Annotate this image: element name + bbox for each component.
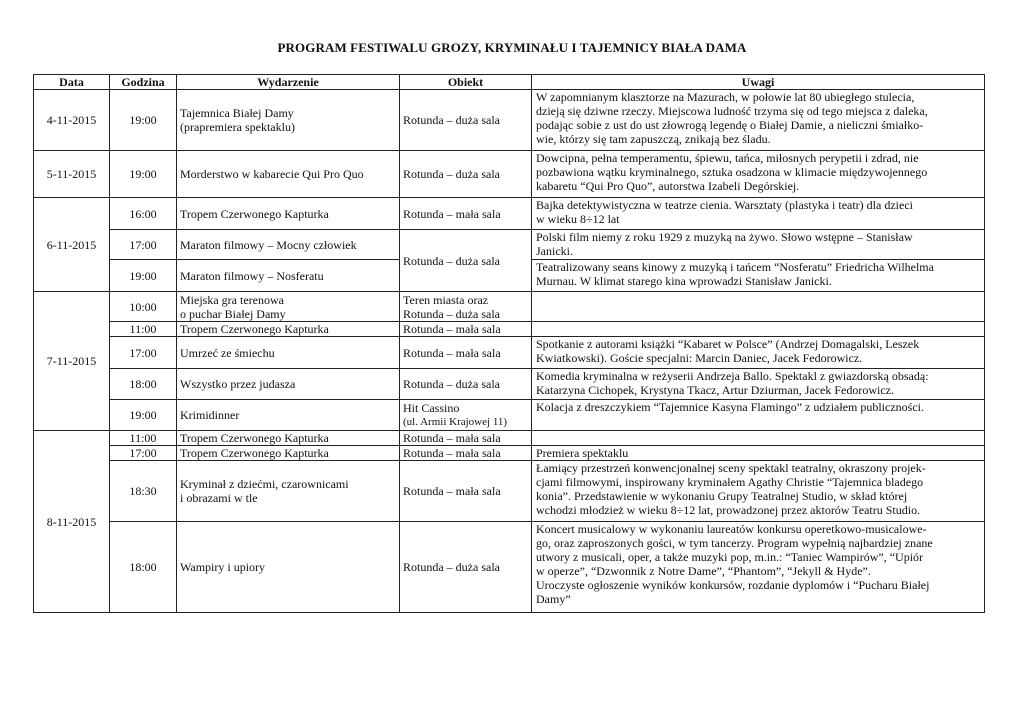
event-cell: Maraton filmowy – Nosferatu — [177, 260, 400, 292]
time-cell: 18:00 — [110, 369, 177, 400]
notes-cell — [532, 90, 985, 151]
time-cell: 17:00 — [110, 337, 177, 369]
event-cell: Tropem Czerwonego Kapturka — [177, 198, 400, 230]
venue-cell: Rotunda – mała sala — [400, 446, 532, 461]
table-row — [34, 151, 985, 198]
venue-line: Hit Cassino — [403, 401, 460, 415]
venue-line: Rotunda – duża sala — [403, 306, 500, 321]
time-cell: 17:00 — [110, 446, 177, 461]
table-row — [34, 461, 985, 522]
time-cell: 19:00 — [110, 260, 177, 292]
venue-cell: Rotunda – duża sala — [400, 522, 532, 613]
header-date: Data — [34, 75, 110, 90]
notes-line: Polski film niemy z roku 1929 z muzyką na żywo. Słowo wstępne – Stanisław — [536, 230, 913, 244]
header-event: Wydarzenie — [177, 75, 400, 90]
notes-line: w wieku 8÷12 lat — [536, 212, 620, 226]
notes-cell — [532, 230, 985, 260]
table-row — [34, 369, 985, 400]
time-cell: 18:00 — [110, 522, 177, 613]
time-cell: 19:00 — [110, 400, 177, 431]
notes-cell — [532, 151, 985, 198]
notes-cell — [532, 400, 985, 431]
time-cell: 10:00 — [110, 292, 177, 322]
venue-cell: Rotunda – mała sala — [400, 431, 532, 446]
event-cell — [177, 461, 400, 522]
notes-cell — [532, 260, 985, 292]
venue-line: (ul. Armii Krajowej 11) — [403, 416, 508, 428]
event-cell: Tropem Czerwonego Kapturka — [177, 431, 400, 446]
date-cell: 4-11-2015 — [34, 90, 110, 151]
event-line: (prapremiera spektaklu) — [180, 120, 295, 134]
time-cell: 19:00 — [110, 90, 177, 151]
event-line: Kryminał z dziećmi, czarownicami — [180, 477, 349, 491]
venue-cell: Rotunda – duża sala — [400, 90, 532, 151]
event-cell — [177, 292, 400, 322]
notes-cell — [532, 337, 985, 369]
event-cell: Maraton filmowy – Mocny człowiek — [177, 230, 400, 260]
header-time: Godzina — [110, 75, 177, 90]
table-row — [34, 337, 985, 369]
time-cell: 18:30 — [110, 461, 177, 522]
event-cell: Krimidinner — [177, 400, 400, 431]
notes-line: Murnau. W klimat starego kina wprowadzi Stanisław Janicki. — [536, 274, 832, 288]
venue-cell — [400, 400, 532, 431]
notes-line: podając sobie z ust do ust złowrogą legendę o Białej Damie, a nieliczni śmiałko- — [536, 118, 924, 132]
header-notes: Uwagi — [532, 75, 985, 90]
venue-line: Teren miasta oraz — [403, 292, 489, 307]
event-cell: Tropem Czerwonego Kapturka — [177, 446, 400, 461]
event-line: o puchar Białej Damy — [180, 306, 286, 321]
notes-line: wchodzi młodzież w wieku 8÷12 lat, prowadzonej przez aktorów Teatru Studio. — [536, 503, 921, 517]
table-row — [34, 431, 985, 446]
notes-cell — [532, 369, 985, 400]
notes-cell: Premiera spektaklu — [532, 446, 985, 461]
time-cell: 19:00 — [110, 151, 177, 198]
festival-program-table — [33, 74, 985, 613]
notes-line: go, oraz zaproszonych gości, w tym tancerzy. Program wypełnią najbardziej znane — [536, 536, 933, 550]
event-line: i obrazami w tle — [180, 491, 258, 505]
venue-cell — [400, 292, 532, 322]
table-row — [34, 400, 985, 431]
event-line: Miejska gra terenowa — [180, 292, 284, 307]
notes-cell — [532, 292, 985, 322]
event-cell — [177, 90, 400, 151]
table-header-row — [34, 75, 985, 90]
notes-line: Spotkanie z autorami książki “Kabaret w Polsce” (Andrzej Domagalski, Leszek — [536, 337, 920, 351]
notes-line: Komedia kryminalna w reżyserii Andrzeja Ballo. Spektakl z gwiazdorską obsadą: — [536, 369, 929, 383]
notes-cell — [532, 431, 985, 446]
notes-line: Uroczyste ogłoszenie wyników konkursów, rozdanie dyplomów i “Pucharu Białej — [536, 578, 930, 592]
page-title: PROGRAM FESTIWALU GROZY, KRYMINAŁU I TAJEMNICY BIAŁA DAMA — [277, 40, 747, 55]
notes-cell — [532, 522, 985, 613]
notes-cell — [532, 461, 985, 522]
event-cell: Wampiry i upiory — [177, 522, 400, 613]
notes-cell — [532, 322, 985, 337]
time-cell: 11:00 — [110, 431, 177, 446]
notes-line: W zapomnianym klasztorze na Mazurach, w połowie lat 80 ubiegłego stulecia, — [536, 90, 915, 104]
event-cell: Umrzeć ze śmiechu — [177, 337, 400, 369]
date-cell: 5-11-2015 — [34, 151, 110, 198]
notes-line: pozbawiona wątku kryminalnego, sztuka osadzona w klimacie międzywojennego — [536, 165, 928, 179]
notes-line: Dowcipna, pełna temperamentu, śpiewu, tańca, miłosnych perypetii i zdrad, nie — [536, 151, 919, 165]
header-venue: Obiekt — [400, 75, 532, 90]
venue-cell: Rotunda – mała sala — [400, 337, 532, 369]
notes-line: cjami filmowymi, inspirowany kryminałem Agathy Christie “Tajemnica bladego — [536, 475, 924, 489]
table-row — [34, 322, 985, 337]
venue-cell: Rotunda – mała sala — [400, 198, 532, 230]
venue-cell: Rotunda – duża sala — [400, 151, 532, 198]
date-cell: 8-11-2015 — [34, 431, 110, 613]
venue-cell: Rotunda – mała sala — [400, 322, 532, 337]
notes-line: wie, którzy się tam zapuszczą, znikają bez śladu. — [536, 132, 771, 146]
table-row — [34, 522, 985, 613]
notes-cell — [532, 198, 985, 230]
notes-line: Łamiący przestrzeń konwencjonalnej sceny spektakl teatralny, okraszony projek- — [536, 461, 926, 475]
notes-line: utwory z musicali, oper, a także muzyki pop, m.in.: “Taniec Wampirów”, “Upiór — [536, 550, 924, 564]
notes-line: Koncert musicalowy w wykonaniu laureatów konkursu operetkowo-musicalowe- — [536, 522, 927, 536]
time-cell: 16:00 — [110, 198, 177, 230]
venue-cell: Rotunda – duża sala — [400, 230, 532, 292]
notes-line: dzieją się dziwne rzeczy. Miejscowa ludność trzyma się od tego miejsca z daleka, — [536, 104, 928, 118]
table-row — [34, 230, 985, 260]
table-row — [34, 90, 985, 151]
notes-line: kabaretu “Qui Pro Quo”, autorstwa Izabeli Degórskiej. — [536, 179, 800, 193]
venue-cell: Rotunda – duża sala — [400, 369, 532, 400]
notes-line: Bajka detektywistyczna w teatrze cienia. Warsztaty (plastyka i teatr) dla dzieci — [536, 198, 913, 212]
table-row — [34, 446, 985, 461]
table-row — [34, 198, 985, 230]
event-line: Tajemnica Białej Damy — [180, 106, 294, 120]
notes-line: Janicki. — [536, 244, 573, 258]
notes-line: Kwiatkowski). Goście specjalni: Marcin Daniec, Jacek Fedorowicz. — [536, 351, 863, 365]
date-cell: 7-11-2015 — [34, 292, 110, 431]
notes-line: konia”. Przedstawienie w wykonaniu Grupy Teatralnej Studio, w skład której — [536, 489, 908, 503]
notes-line: Teatralizowany seans kinowy z muzyką i tańcem “Nosferatu” Friedricha Wilhelma — [536, 260, 934, 274]
event-cell: Wszystko przez judasza — [177, 369, 400, 400]
event-cell: Tropem Czerwonego Kapturka — [177, 322, 400, 337]
notes-line: Kolacja z dreszczykiem “Tajemnice Kasyna Flamingo” z udziałem publiczności. — [536, 400, 925, 414]
notes-line: Damy” — [536, 592, 571, 606]
date-cell: 6-11-2015 — [34, 198, 110, 292]
time-cell: 11:00 — [110, 322, 177, 337]
notes-line: w operze”, “Dzwonnik z Notre Dame”, “Phantom”, “Jekyll & Hyde”. — [536, 564, 871, 578]
event-cell: Morderstwo w kabarecie Qui Pro Quo — [177, 151, 400, 198]
time-cell: 17:00 — [110, 230, 177, 260]
notes-line: Katarzyna Cichopek, Krystyna Tkacz, Artur Dziurman, Jacek Fedorowicz. — [536, 383, 894, 397]
table-row — [34, 292, 985, 322]
venue-cell: Rotunda – mała sala — [400, 461, 532, 522]
